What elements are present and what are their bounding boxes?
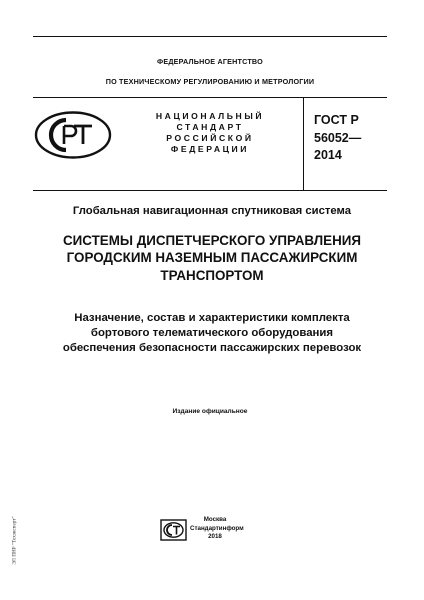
main-title-line: ГОРОДСКИМ НАЗЕМНЫМ ПАССАЖИРСКИМ: [66, 250, 358, 266]
publisher-name: Стандартинформ: [190, 524, 244, 532]
agency-name-line-2: ПО ТЕХНИЧЕСКОМУ РЕГУЛИРОВАНИЮ И МЕТРОЛОГИИ: [105, 77, 315, 86]
subtitle: [20, 311, 404, 355]
standard-type-line: НАЦИОНАЛЬНЫЙ: [155, 111, 265, 121]
standartinform-logo-icon: [160, 519, 187, 541]
designation-line: 56052—: [314, 130, 362, 145]
subtitle-line: обеспечения безопасности пассажирских перевозок: [62, 341, 362, 354]
designation-line: 2014: [314, 148, 342, 162]
side-watermark: ЭЛ ПНР "Техэксперт": [11, 516, 18, 565]
agency-name-line-1: ФЕДЕРАЛЬНОЕ АГЕНТСТВО: [157, 57, 263, 66]
publisher-year: 2018: [208, 533, 222, 541]
standard-type-block: [130, 111, 290, 155]
subtitle-line: Назначение, состав и характеристики комплекта: [74, 312, 350, 324]
standard-designation: [314, 112, 384, 165]
standard-type-line: РОССИЙСКОЙ: [166, 133, 254, 143]
bottom-rule: [33, 190, 387, 191]
designation-line: ГОСТ Р: [314, 113, 359, 127]
main-title-line: ТРАНСПОРТОМ: [160, 267, 264, 283]
publisher-city: Москва: [203, 516, 227, 523]
main-title-line: СИСТЕМЫ ДИСПЕТЧЕРСКОГО УПРАВЛЕНИЯ: [62, 233, 361, 248]
publisher-block: [190, 516, 244, 542]
system-title: Глобальная навигационная спутниковая система: [72, 205, 352, 217]
subtitle-line: бортового телематического оборудования: [90, 326, 334, 339]
standard-type-line: СТАНДАРТ: [176, 122, 244, 132]
standard-type-line: ФЕДЕРАЦИИ: [170, 144, 250, 154]
edition-label: Издание официальное: [172, 408, 248, 415]
main-title: [20, 232, 404, 284]
middle-rule: [33, 97, 387, 98]
vertical-divider: [303, 97, 304, 190]
top-rule: [33, 36, 387, 37]
gost-r-certification-mark-icon: [33, 110, 113, 160]
